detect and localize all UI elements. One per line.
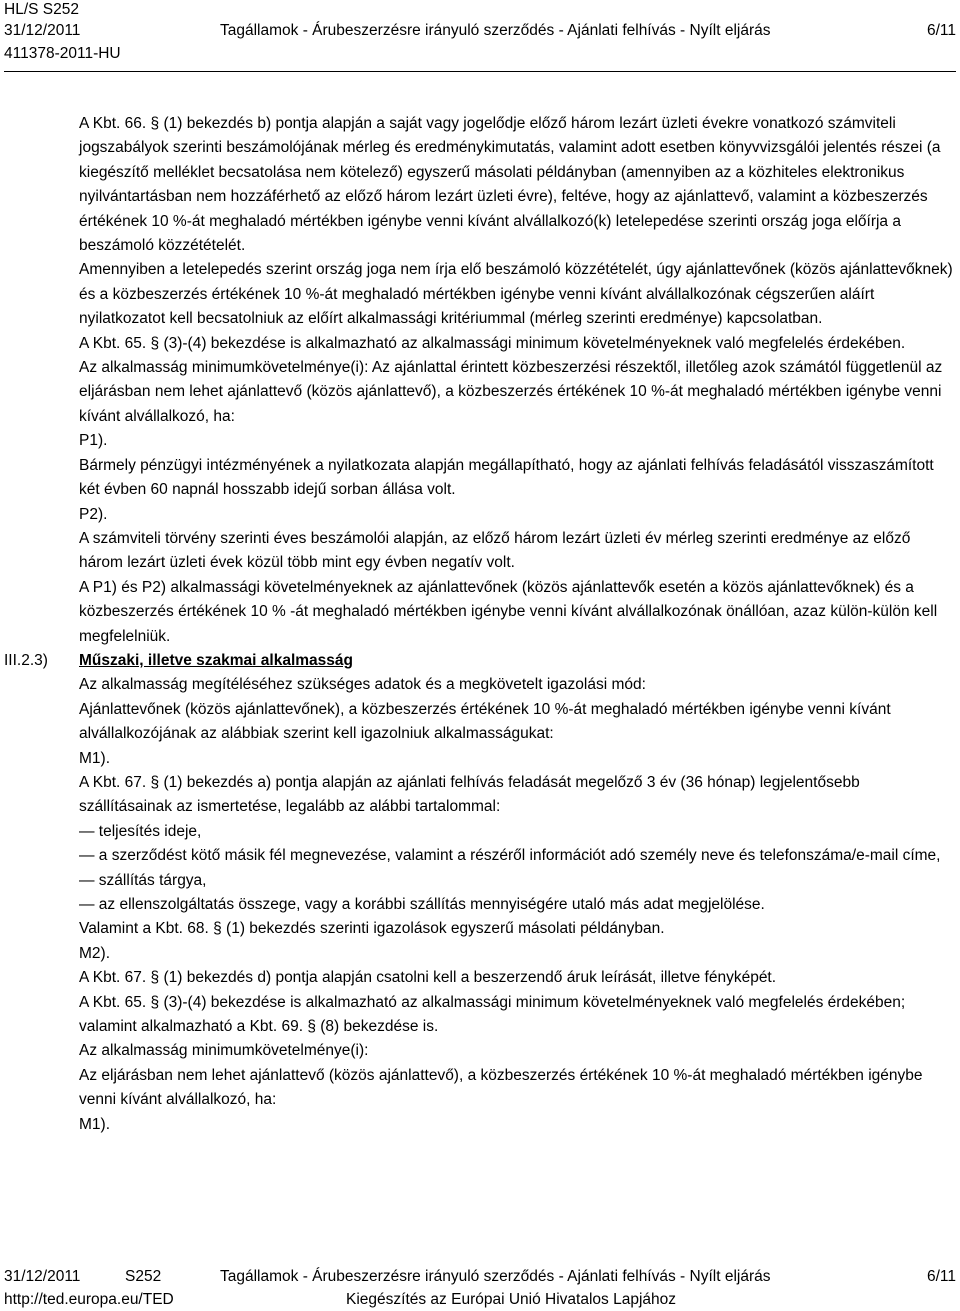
header-date: 31/12/2011 — [4, 22, 81, 39]
header-rule — [4, 71, 956, 72]
paragraph: A Kbt. 65. § (3)-(4) bekezdése is alkalmazható az alkalmassági minimum követelményeknek való megfelelés érdekében. — [79, 334, 906, 352]
paragraph: A Kbt. 65. § (3)-(4) bekezdése is alkalmazható az alkalmassági minimum követelményeknek való megfelelés érdekében; valamint alkalmazható a Kbt. 69. § (8) bekezdése is. — [79, 993, 906, 1036]
paragraph: Az eljárásban nem lehet ajánlattevő (közös ajánlattevő), a közbeszerzés értékének 10 %-át meghaladó mértékben igénybe venni kívánt alvállalkozó, ha: — [79, 1066, 923, 1109]
page-header — [4, 0, 956, 70]
paragraph: M1). — [79, 1115, 110, 1133]
footer-code: S252 — [125, 1268, 162, 1285]
paragraph: A Kbt. 66. § (1) bekezdés b) pontja alapján a saját vagy jogelődje előző három lezárt üzleti évekre vonatkozó számviteli jogszabályok szerinti beszámolójának mérleg és eredménykimutatás, valamint adott esetben könyvvizsgálói jelentés részei (a kiegészítő melléklet becsatolása nem kötelező) egyszerű másolati példányban (amennyiben az a közhiteles elektronikus nyilvántartásban nem hozzáférhető az előző három lezárt üzleti évre), feltéve, hogy az ajánlattevő, valamint a közbeszerzés értékének 10 %-át meghaladó mértékben igénybe venni kívánt alvállalkozó(k) letelepedése szerinti ország joga előírja a beszámoló közzétételét. — [79, 115, 941, 255]
list-item: — teljesítés ideje, — [79, 822, 202, 840]
footer-date: 31/12/2011 — [4, 1268, 81, 1285]
list-item: — az ellenszolgáltatás összege, vagy a korábbi szállítás mennyiségére utaló más adat megjelölése. — [79, 896, 765, 913]
paragraph: A számviteli törvény szerinti éves beszámolói alapján, az előző három lezárt üzleti év mérleg szerinti eredménye az előző három lezárt üzleti évek közül több mint egy évben negatív volt. — [79, 529, 911, 572]
paragraph: P1). — [79, 432, 108, 450]
paragraph: Az alkalmasság minimumkövetelménye(i): — [79, 1042, 369, 1060]
paragraph: A Kbt. 67. § (1) bekezdés a) pontja alapján az ajánlati felhívás feladását megelőző 3 év (36 hónap) legjelentősebb szállításainak az ismertetése, legalább az alábbi tartalommal: — [79, 773, 860, 816]
paragraph: A P1) és P2) alkalmassági követelményeknek az ajánlattevőnek (közös ajánlattevők esetén a közös ajánlattevőknek) és a közbeszerzés értékének 10 % -át meghaladó mértékben igénybe venni kívánt alvállalkozónak önállóan, azaz külön-külön kell megfelelniük. — [79, 578, 938, 645]
paragraph: M2). — [79, 944, 110, 962]
header-page-number: 6/11 — [926, 22, 956, 39]
section-title: Műszaki, illetve szakmai alkalmasság — [79, 651, 353, 669]
paragraph: Ajánlattevőnek (közös ajánlattevőnek), a közbeszerzés értékének 10 %-át meghaladó mértékben igénybe venni kívánt alvállalkozójának az alábbiak szerint kell igazolniuk alkalmasságukat: — [79, 700, 891, 743]
paragraph: A Kbt. 67. § (1) bekezdés d) pontja alapján csatolni kell a beszerzendő áruk leírását, illetve fényképét. — [79, 969, 777, 987]
header-doc-id: 411378-2011-HU — [4, 45, 121, 62]
document-body — [0, 112, 960, 1137]
paragraph: Amennyiben a letelepedés szerint ország joga nem írja elő beszámoló közzétételét, úgy ajánlattevőnek (közös ajánlattevőknek) és a közbeszerzés értékének 10 %-át meghaladó mértékben igénybe venni kívánt alvállalkozónak cégszerűen aláírt nyilatkozatot kell becsatolniuk az előírt alkalmassági kritériummal (mérleg szerinti eredménye) kapcsolatban. — [79, 261, 953, 328]
paragraph: Valamint a Kbt. 68. § (1) bekezdés szerinti igazolások egyszerű másolati példányban. — [79, 920, 665, 938]
footer-page-number: 6/11 — [926, 1268, 956, 1285]
paragraph: M1). — [79, 749, 110, 767]
footer-url: http://ted.europa.eu/TED — [4, 1291, 174, 1308]
header-title: Tagállamok - Árubeszerzésre irányuló szerződés - Ajánlati felhívás - Nyílt eljárás — [220, 22, 771, 39]
paragraph: Bármely pénzügyi intézményének a nyilatkozata alapján megállapítható, hogy az ajánlati felhívás feladásától visszaszámított két évben 60 napnál hosszabb idejű sorban állása volt. — [79, 456, 934, 499]
section-number: III.2.3) — [4, 651, 48, 669]
list-item: — a szerződést kötő másik fél megnevezése, valamint a részéről információt adó személy neve és telefonszáma/e-mail címe, — [79, 847, 941, 865]
list-item: — szállítás tárgya, — [79, 871, 207, 889]
header-doc-code: HL/S S252 — [4, 1, 79, 18]
paragraph: Az alkalmasság minimumkövetelménye(i): Az ajánlattal érintett közbeszerzési részektől, illetőleg azok számától függetlenül az eljárásban nem lehet ajánlattevő (közös ajánlattevő), a közbeszerzés értékének 10 %-át meghaladó mértékben igénybe venni kívánt alvállalkozó, ha: — [79, 359, 943, 425]
footer-title: Tagállamok - Árubeszerzésre irányuló szerződés - Ajánlati felhívás - Nyílt eljárás — [220, 1268, 771, 1285]
section-heading-row — [4, 649, 955, 673]
paragraph: P2). — [79, 505, 108, 523]
footer-publication: Kiegészítés az Európai Unió Hivatalos Lapjához — [346, 1291, 676, 1308]
page-footer — [4, 1264, 956, 1311]
paragraph: Az alkalmasság megítéléséhez szükséges adatok és a megkövetelt igazolási mód: — [79, 676, 646, 694]
